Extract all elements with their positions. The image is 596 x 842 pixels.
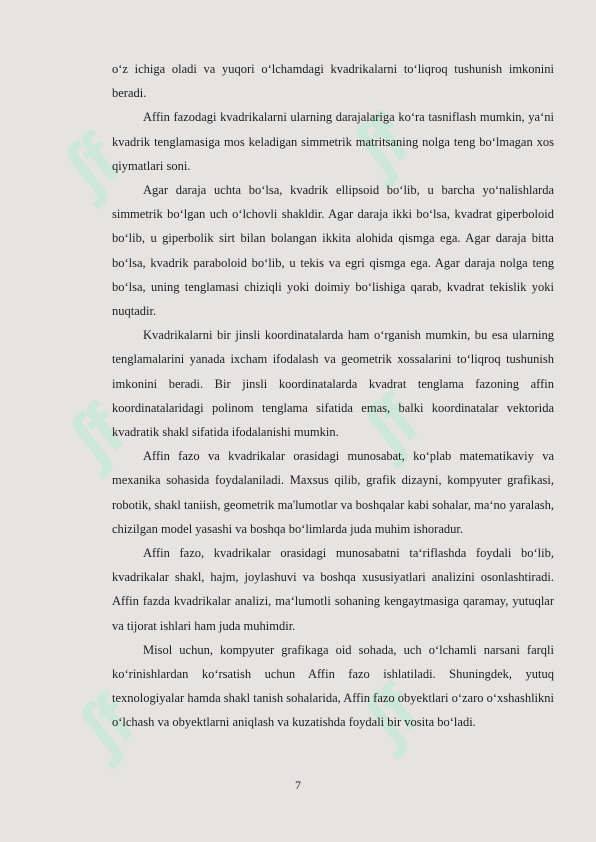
watermark-logo: ʃf [339, 102, 421, 190]
watermark-logo: ʃf [49, 122, 131, 210]
paragraph: Affin fazo va kvadrikalar orasidagi munosabat, ko‘plab matematikaviy va mexanika sohasida foydalaniladi. Maxsus qilib, grafik dizayni, kompyuter grafikasi, robotik, shakl taniish, geometrik ma'lumotlar va boshqalar kabi sohalar, ma‘no yaralash, chizilgan model yasashi va boshqa bo‘limlarda juda muhim ishoradur. [112, 449, 554, 536]
paragraph: Affin fazodagi kvadrikalarni ularning darajalariga ko‘ra tasniflash mumkin, ya‘ni kvadrik tenglamasiga mos keladigan simmetrik matritsaning nolga teng bo‘lmagan xos qiymatlari soni. [112, 110, 554, 173]
document-body [112, 57, 554, 735]
watermark-logo: ʃf [349, 382, 431, 470]
page-number: 7 [295, 778, 301, 792]
paragraph: Misol uchun, kompyuter grafikaga oid sohada, uch o‘lchamli narsani farqli ko‘rinishlardan ko‘rsatish uchun Affin fazo ishlatiladi. Shuningdek, yutuq texnologiyalar hamda shakl tanish sohalarida, Affin fazo obyektlari o‘zaro o‘xshashlikni o‘lchash va obyektlarni aniqlash va kuzatishda foydali bir vosita bo‘ladi. [112, 642, 555, 730]
paragraph-continuation: o‘z ichiga oladi va yuqori o‘lchamdagi kvadrikalarni to‘liqroq tushunish imkonini beradi. [112, 62, 554, 101]
watermark-logo: ʃf [54, 392, 136, 480]
watermark-logo: ʃf [64, 682, 146, 770]
paragraph: Affin fazo, kvadrikalar orasidagi munosabatni ta‘riflashda foydali bo‘lib, kvadrikalar shakl, hajm, joylashuvi va boshqa xususiyatlari analizini osonlashtiradi. Affin fazda kvadrikalar analizi, ma‘lumotli sohaning kengaytmasiga qaramay, yutuqlar va tijorat ishlari ham juda muhimdir. [112, 546, 554, 633]
watermark-logo: ʃf [349, 672, 431, 760]
paragraph: Agar daraja uchta bo‘lsa, kvadrik ellipsoid bo‘lib, u barcha yo‘nalishlarda simmetrik bo‘lgan uch o‘lchovli shakldir. Agar daraja ikki bo‘lsa, kvadrat giperboloid bo‘lib, u giperbolik sirt bilan bolangan ikkita alohida qismga ega. Agar daraja bitta bo‘lsa, kvadrik paraboloid bo‘lib, u tekis va egri qismga ega. Agar daraja nolga teng bo‘lsa, uning tenglamasi chiziqli yoki doimiy bo‘lishiga qarab, kvadrat tekislik yoki nuqtadir. [112, 183, 554, 319]
paragraph: Kvadrikalarni bir jinsli koordinatalarda ham o‘rganish mumkin, bu esa ularning tenglamalarini yanada ixcham ifodalash va geometrik xossalarini to‘liqroq tushunish imkonini beradi. Bir jinsli koordinatalarda kvadrat tenglama fazoning affin koordinatalaridagi polinom tenglama sifatida emas, balki koordinatalar vektorida kvadratik shakl sifatida ifodalanishi mumkin. [112, 328, 554, 440]
